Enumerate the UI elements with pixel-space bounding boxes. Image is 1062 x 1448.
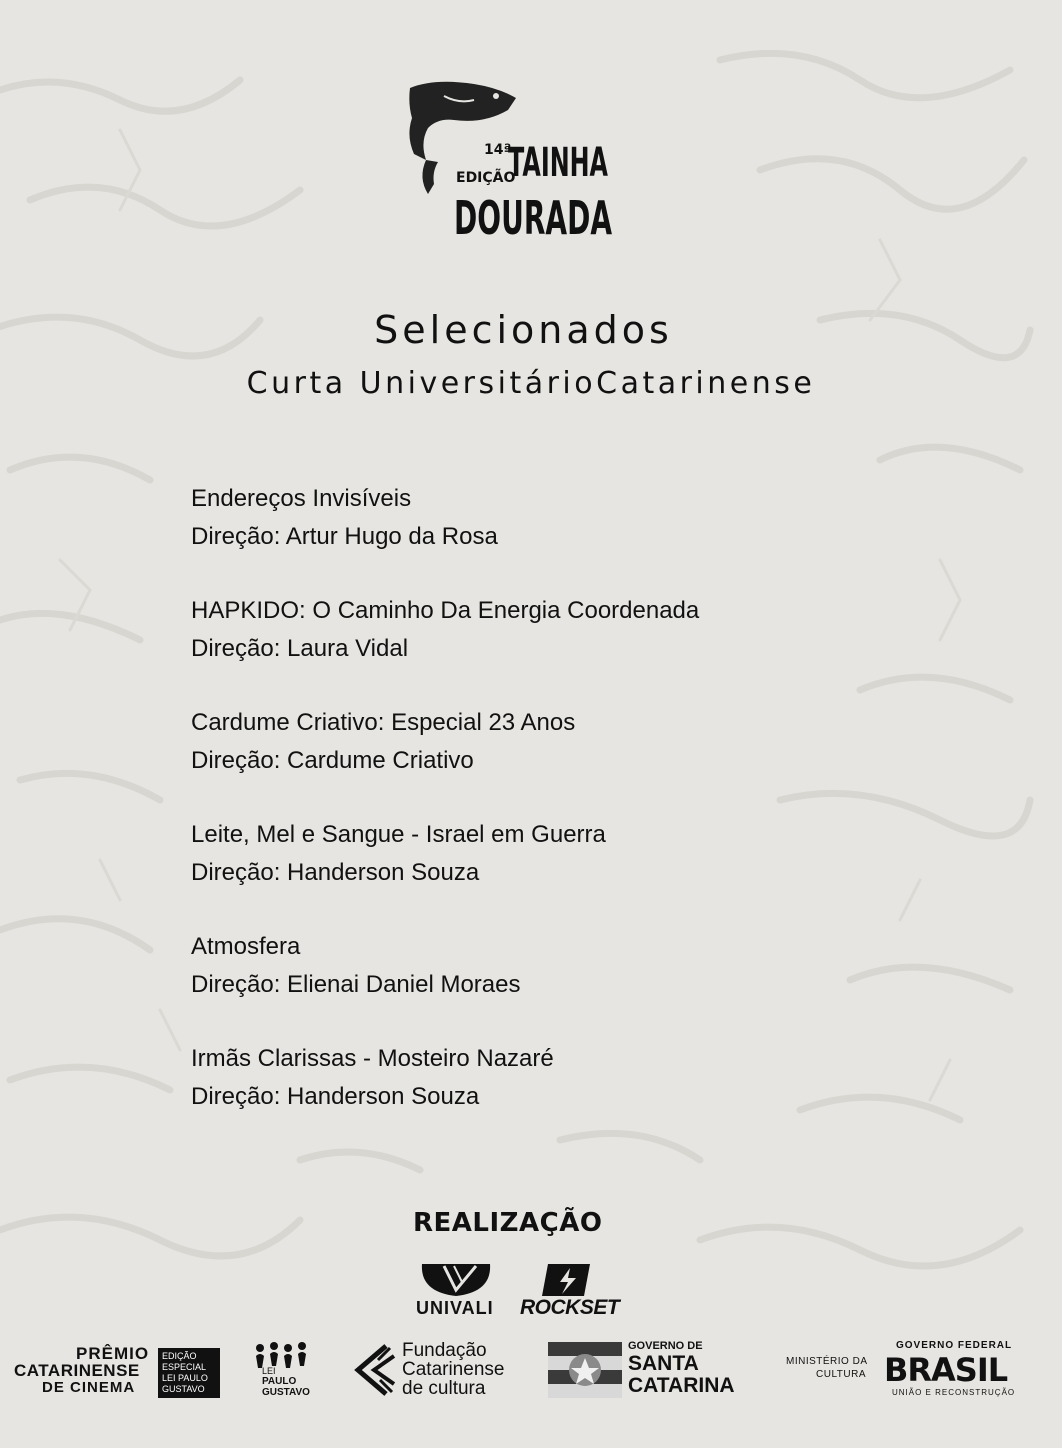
ministerio-line1: MINISTÉRIO DA	[786, 1356, 868, 1367]
logo-line1: TAINHA	[508, 140, 609, 186]
sc-line3: CATARINA	[628, 1374, 735, 1397]
univali-logo	[414, 1262, 498, 1320]
people-icon	[250, 1340, 320, 1370]
governo-federal-brasil-logo	[880, 1340, 1016, 1400]
premio-badge-line4: GUSTAVO	[162, 1384, 205, 1394]
state-flag-icon	[548, 1342, 622, 1398]
rockset-logo	[520, 1262, 620, 1320]
governo-santa-catarina-logo	[548, 1340, 764, 1400]
premio-badge	[158, 1348, 220, 1398]
film-entry	[191, 592, 951, 704]
film-title: Cardume Criativo: Especial 23 Anos	[191, 709, 576, 736]
ministerio-cultura-logo	[786, 1356, 872, 1386]
premio-badge-line3: LEI PAULO	[162, 1373, 208, 1383]
film-entry	[191, 1040, 951, 1152]
film-director: Direção: Cardume Criativo	[191, 747, 474, 774]
film-entry	[191, 480, 951, 592]
film-title: Irmãs Clarissas - Mosteiro Nazaré	[191, 1045, 554, 1072]
page-subtitle: Curta UniversitárioCatarinense	[246, 366, 816, 401]
film-entry	[191, 704, 951, 816]
ministerio-line2: CULTURA	[816, 1369, 866, 1380]
premio-badge-line1: EDIÇÃO	[162, 1351, 197, 1361]
univali-label: UNIVALI	[416, 1298, 494, 1318]
film-director: Direção: Artur Hugo da Rosa	[191, 523, 498, 550]
page-title: Selecionados	[374, 308, 673, 352]
film-title: Atmosfera	[191, 933, 301, 960]
fundacao-line1: Fundação	[402, 1340, 487, 1361]
lightning-icon	[520, 1262, 604, 1298]
premio-badge-line2: ESPECIAL	[162, 1362, 207, 1372]
realizacao-label: REALIZAÇÃO	[413, 1208, 603, 1238]
film-title: Endereços Invisíveis	[191, 485, 412, 512]
lei-paulo-gustavo-logo	[248, 1340, 328, 1400]
fundacao-line2: Catarinense	[402, 1359, 505, 1380]
lei-line1: LEI	[262, 1366, 276, 1376]
film-entry	[191, 928, 951, 1040]
chevron-icon	[350, 1342, 396, 1398]
premio-line2: CATARINENSE	[14, 1361, 140, 1380]
premio-line3: DE CINEMA	[42, 1379, 136, 1396]
lei-line3: GUSTAVO	[262, 1387, 310, 1398]
film-director: Direção: Handerson Souza	[191, 859, 480, 886]
film-title: HAPKIDO: O Caminho Da Energia Coordenada	[191, 597, 700, 624]
premio-line1: PRÊMIO	[76, 1344, 150, 1363]
brasil-line1: GOVERNO FEDERAL	[896, 1340, 1013, 1351]
brasil-line3: UNIÃO E RECONSTRUÇÃO	[892, 1388, 1016, 1397]
premio-catarinense-logo	[14, 1344, 224, 1400]
fundacao-catarinense-logo	[350, 1340, 530, 1400]
lei-line2: PAULO	[262, 1376, 297, 1387]
logo-edition-number: 14ª	[484, 142, 512, 158]
festival-logo	[404, 76, 616, 268]
brasil-line2: BRASIL	[884, 1351, 1008, 1389]
rockset-label: ROCKSET	[520, 1296, 620, 1319]
sc-line2: SANTA	[628, 1352, 699, 1375]
sc-line1: GOVERNO DE	[628, 1340, 703, 1352]
fundacao-line3: de cultura	[402, 1378, 486, 1399]
logo-line2: DOURADA	[454, 191, 613, 245]
film-director: Direção: Handerson Souza	[191, 1083, 480, 1110]
film-title: Leite, Mel e Sangue - Israel em Guerra	[191, 821, 606, 848]
selected-films-list	[191, 480, 951, 1152]
univali-icon	[414, 1262, 498, 1298]
film-director: Direção: Elienai Daniel Moraes	[191, 971, 521, 998]
film-director: Direção: Laura Vidal	[191, 635, 409, 662]
film-entry	[191, 816, 951, 928]
logo-edition-label: EDIÇÃO	[456, 170, 516, 186]
